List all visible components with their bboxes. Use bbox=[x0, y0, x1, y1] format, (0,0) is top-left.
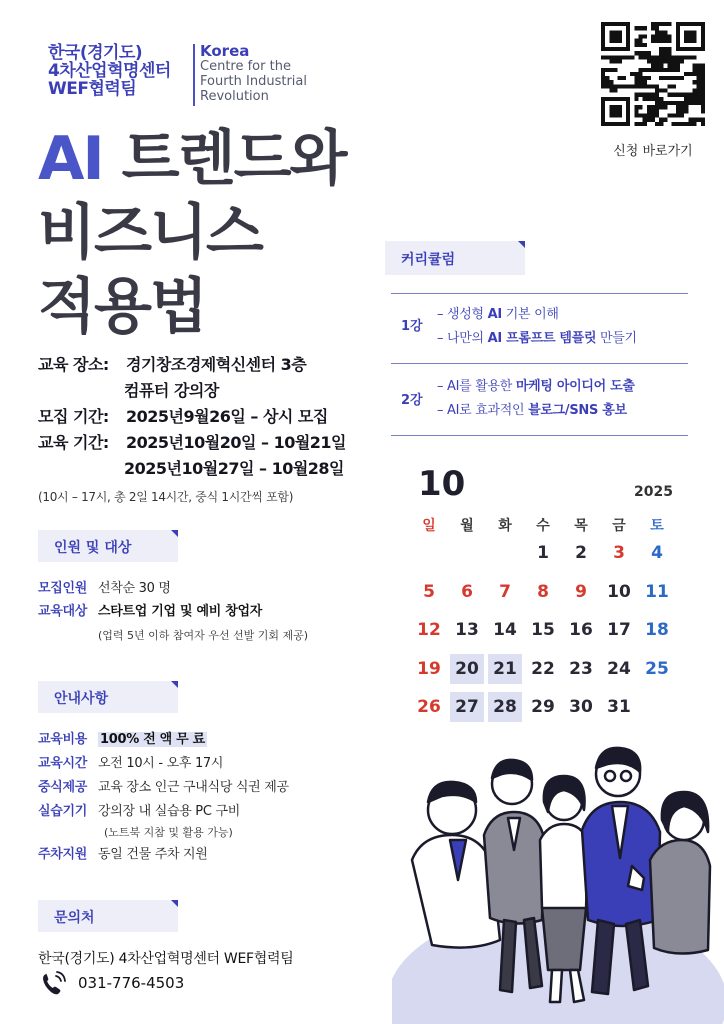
calendar-day: 7 bbox=[499, 581, 511, 602]
lesson-2-item-2-pre: – AI로 효과적인 bbox=[437, 403, 529, 418]
calendar-day: 3 bbox=[613, 543, 625, 563]
curriculum-divider-2 bbox=[391, 363, 688, 364]
calendar-day: 28 bbox=[488, 692, 522, 722]
logo-ko-line-3: WEF협력팀 bbox=[48, 79, 137, 99]
info-recruit-label: 모집 기간: bbox=[38, 407, 109, 426]
calendar-day: 9 bbox=[575, 581, 587, 602]
page-title bbox=[38, 122, 346, 344]
lesson-1-item-1-post: 기본 이해 bbox=[501, 307, 559, 322]
calendar-day: 31 bbox=[607, 697, 631, 717]
guide-row-time bbox=[38, 753, 223, 775]
guide-time-value: 오전 10시 - 오후 17시 bbox=[98, 756, 224, 771]
logo-en-line-2: Centre for the bbox=[200, 59, 291, 74]
lesson-1-item-1-bold: AI bbox=[487, 307, 502, 322]
calendar-day: 1 bbox=[537, 543, 549, 563]
calendar-day: 20 bbox=[450, 654, 484, 684]
guide-cost-label: 교육비용 bbox=[38, 732, 88, 747]
calendar-day: 24 bbox=[607, 658, 631, 679]
info-recruit bbox=[38, 404, 346, 430]
calendar-day: 19 bbox=[417, 658, 441, 679]
lesson-2-item-2-bold: 블로그/SNS 홍보 bbox=[528, 403, 627, 418]
calendar-day: 14 bbox=[493, 620, 517, 640]
info-place-label: 교육 장소: bbox=[38, 355, 109, 374]
guide-meal-label: 중식제공 bbox=[38, 780, 88, 795]
logo-en-line-4: Revolution bbox=[200, 89, 269, 104]
calendar-day: 30 bbox=[569, 697, 593, 717]
logo-ko-line-2: 4차산업혁명센터 bbox=[48, 61, 171, 81]
logo-english bbox=[200, 44, 307, 104]
info-recruit-value: 2025년9월26일 – 상시 모집 bbox=[126, 407, 328, 426]
business-people-thumbs-up-illustration bbox=[392, 740, 724, 1024]
calendar-day: 5 bbox=[423, 581, 435, 602]
guide-parking-value: 동일 건물 주차 지원 bbox=[98, 847, 208, 862]
calendar-day: 10 bbox=[607, 581, 631, 602]
calendar-day: 25 bbox=[645, 658, 669, 679]
title-ai: AI bbox=[38, 124, 103, 194]
target-count-value: 선착순 30 명 bbox=[98, 581, 171, 596]
section-header-target: 인원 및 대상 bbox=[38, 530, 178, 562]
logo-en-line-3: Fourth Industrial bbox=[200, 74, 307, 89]
title-line-1-rest: 트렌드와 bbox=[102, 124, 346, 194]
section-header-contact: 문의처 bbox=[38, 900, 178, 932]
calendar-day: 26 bbox=[417, 697, 441, 717]
guide-row-parking bbox=[38, 844, 208, 866]
calendar-weekday: 화 bbox=[498, 518, 512, 534]
lesson-1-item-1 bbox=[437, 304, 559, 326]
title-line-2: 비즈니스 bbox=[38, 198, 262, 268]
curriculum-divider-1 bbox=[391, 293, 688, 294]
lesson-1-number: 1강 bbox=[401, 319, 423, 334]
calendar-day: 8 bbox=[537, 581, 549, 602]
info-place-line-2: 컴퓨터 강의장 bbox=[124, 381, 219, 400]
calendar-day: 21 bbox=[488, 654, 522, 684]
title-line-3: 적용법 bbox=[38, 272, 206, 342]
guide-row-meal bbox=[38, 777, 289, 799]
logo-ko-line-1: 한국(경기도) bbox=[48, 43, 143, 63]
info-note: (10시 – 17시, 총 2일 14시간, 중식 1시간씩 포함) bbox=[38, 490, 294, 504]
target-count-row bbox=[38, 578, 171, 600]
calendar-year: 2025 bbox=[634, 484, 673, 500]
target-count-label: 모집인원 bbox=[38, 581, 88, 596]
target-who-label: 교육대상 bbox=[38, 604, 88, 619]
section-header-curriculum: 커리큘럼 bbox=[385, 241, 525, 275]
info-edu-line-2: 2025년10월27일 – 10월28일 bbox=[124, 459, 345, 478]
guide-device-note: (노트북 지참 및 활용 가능) bbox=[104, 826, 233, 839]
info-place bbox=[38, 352, 346, 378]
info-block bbox=[38, 352, 346, 482]
guide-meal-value: 교육 장소 인근 구내식당 식권 제공 bbox=[98, 780, 289, 795]
lesson-1-item-2-bold: AI 프롬프트 템플릿 bbox=[487, 331, 597, 346]
qr-label[interactable]: 신청 바로가기 bbox=[613, 144, 693, 159]
contact-phone[interactable]: 031-776-4503 bbox=[78, 974, 185, 992]
guide-row-cost bbox=[38, 729, 207, 751]
calendar-day: 17 bbox=[607, 620, 631, 640]
lesson-2-item-2 bbox=[437, 400, 627, 422]
guide-cost-value: 100% 전 액 무 료 bbox=[100, 732, 205, 747]
lesson-1-item-2-pre: – 나만의 bbox=[437, 331, 488, 346]
calendar-day: 16 bbox=[569, 620, 593, 640]
calendar-weekday: 수 bbox=[536, 518, 550, 534]
info-edu-label: 교육 기간: bbox=[38, 433, 109, 452]
info-edu bbox=[38, 430, 346, 456]
lesson-1-item-2-post: 만들기 bbox=[596, 331, 637, 346]
info-place-value: 경기창조경제혁신센터 3층 bbox=[126, 355, 307, 374]
logo-divider bbox=[193, 44, 195, 106]
info-edu-value: 2025년10월20일 – 10월21일 bbox=[126, 433, 347, 452]
target-who-value: 스타트업 기업 및 예비 창업자 bbox=[98, 604, 262, 619]
contact-org: 한국(경기도) 4차산업혁명센터 WEF협력팀 bbox=[38, 951, 294, 967]
calendar-day: 23 bbox=[569, 658, 593, 679]
guide-time-label: 교육시간 bbox=[38, 756, 88, 771]
calendar-weekday: 월 bbox=[460, 518, 474, 534]
calendar-month: 10 bbox=[418, 464, 466, 504]
lesson-2-item-1-bold: 마케팅 아이디어 도출 bbox=[515, 379, 635, 394]
section-header-guide: 안내사항 bbox=[38, 681, 178, 713]
title-line-1 bbox=[38, 122, 346, 196]
calendar-weekday: 목 bbox=[574, 518, 588, 534]
lesson-1-item-2 bbox=[437, 328, 637, 350]
calendar-day: 18 bbox=[645, 620, 669, 640]
target-who-note: (업력 5년 이하 참여자 우선 선발 기회 제공) bbox=[98, 629, 309, 642]
guide-row-device bbox=[38, 801, 240, 823]
calendar-day: 6 bbox=[461, 581, 473, 602]
lesson-2-number: 2강 bbox=[401, 393, 423, 408]
logo-en-line-1: Korea bbox=[200, 42, 250, 60]
logo-korean bbox=[48, 44, 171, 98]
guide-device-value: 강의장 내 실습용 PC 구비 bbox=[98, 804, 240, 819]
phone-icon bbox=[40, 970, 68, 996]
lesson-2-item-1-pre: – AI를 활용한 bbox=[437, 379, 516, 394]
lesson-1-item-1-pre: – 생성형 bbox=[437, 307, 488, 322]
curriculum-divider-3 bbox=[391, 435, 688, 436]
calendar-day: 22 bbox=[531, 658, 555, 679]
qr-code-icon[interactable] bbox=[601, 22, 705, 126]
target-who-row bbox=[38, 601, 262, 623]
calendar-day: 2 bbox=[575, 543, 587, 563]
lesson-2-item-1 bbox=[437, 376, 635, 398]
guide-device-label: 실습기기 bbox=[38, 804, 88, 819]
calendar-day: 27 bbox=[450, 692, 484, 722]
guide-parking-label: 주차지원 bbox=[38, 847, 88, 862]
calendar-day: 15 bbox=[531, 620, 555, 640]
calendar-day: 13 bbox=[455, 620, 479, 640]
calendar-day: 4 bbox=[651, 543, 663, 563]
calendar-day: 12 bbox=[417, 620, 441, 640]
calendar-weekday: 금 bbox=[612, 518, 626, 534]
calendar-day: 29 bbox=[531, 697, 555, 717]
calendar-day: 11 bbox=[645, 581, 669, 602]
calendar-weekday: 토 bbox=[650, 518, 664, 534]
calendar-weekday: 일 bbox=[422, 518, 436, 534]
